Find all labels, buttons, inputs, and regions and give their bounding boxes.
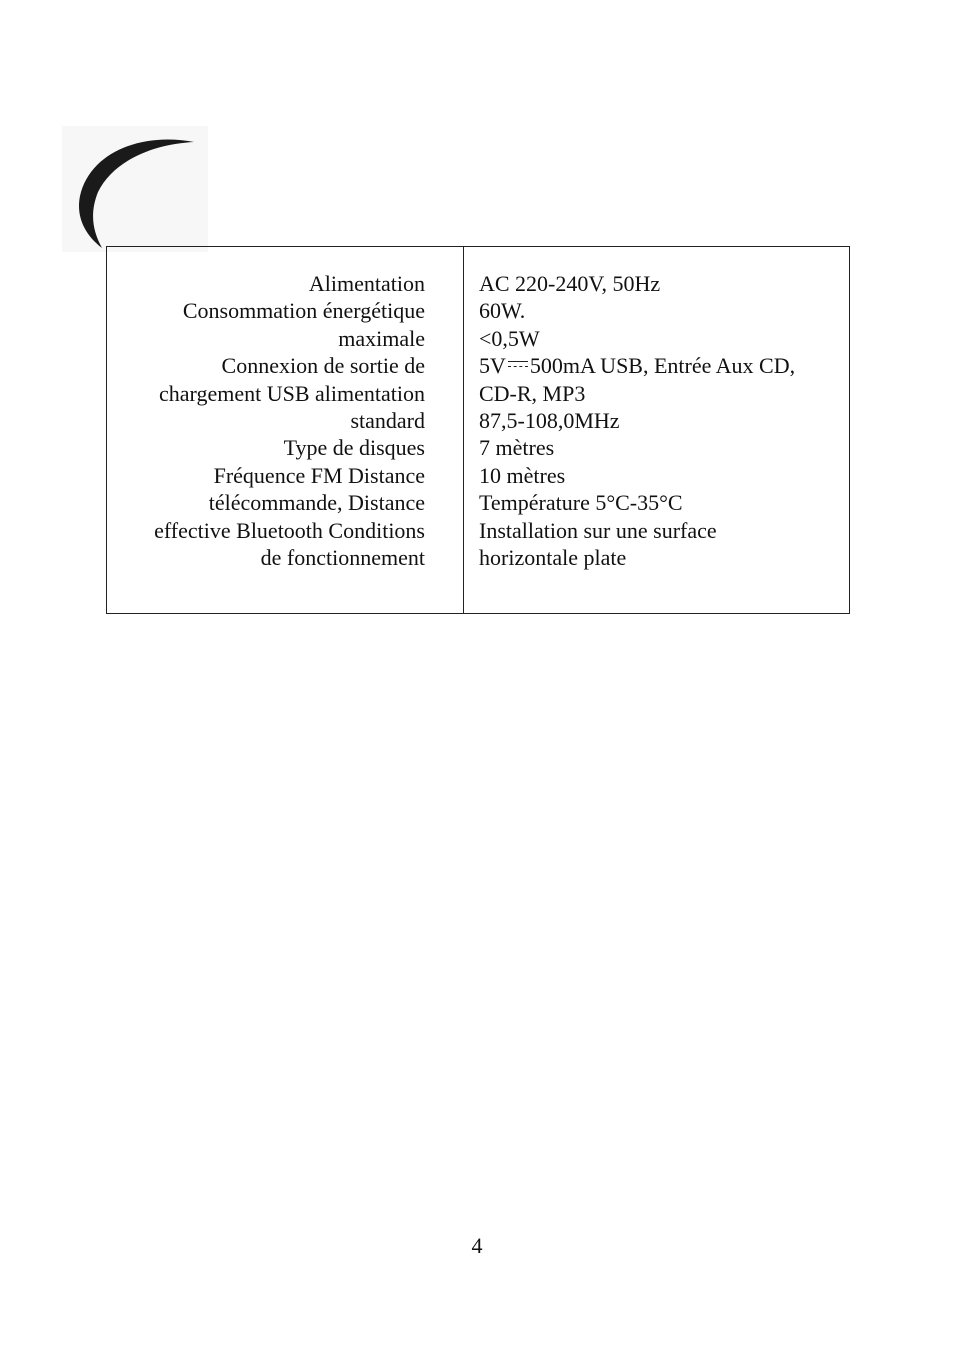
- spec-label: standard: [350, 408, 425, 434]
- spec-value-max-consumption: 60W.: [479, 298, 526, 324]
- spec-value-bluetooth-distance: 10 mètres: [479, 462, 566, 488]
- spec-values-column: [464, 247, 849, 613]
- spec-value-fm-frequency: 87,5-108,0MHz: [479, 408, 620, 434]
- spec-label: Alimentation: [308, 271, 425, 296]
- dc-current-icon: [508, 361, 528, 371]
- spec-value-installation: Installation sur une surface: [479, 517, 717, 543]
- specifications-table: [106, 246, 850, 614]
- spec-label: effective Bluetooth Conditions: [154, 517, 425, 543]
- spec-label: Consommation énergétique: [182, 298, 425, 324]
- spec-value-usb: [479, 352, 839, 379]
- spec-label: maximale: [338, 325, 425, 351]
- usb-current: 500mA USB, Entrée Aux CD,: [529, 353, 796, 379]
- spec-value-disc-types: CD-R, MP3: [479, 380, 586, 406]
- spec-label: télécommande, Distance: [208, 490, 425, 516]
- spec-label: chargement USB alimentation: [159, 380, 425, 406]
- spec-labels-column: [107, 247, 464, 613]
- spec-label: Connexion de sortie de: [221, 353, 425, 379]
- spec-label: Fréquence FM Distance: [213, 462, 425, 488]
- spec-value-standby: <0,5W: [479, 325, 540, 351]
- spec-value-temperature: Température 5°C-35°C: [479, 490, 683, 516]
- spec-value-installation: horizontale plate: [479, 545, 627, 571]
- spec-label: Type de disques: [283, 435, 425, 461]
- usb-voltage: 5V: [479, 353, 506, 379]
- spec-value-remote-distance: 7 mètres: [479, 435, 555, 461]
- spec-label: de fonctionnement: [260, 545, 425, 571]
- spec-value-power: AC 220-240V, 50Hz: [479, 271, 661, 296]
- page-number: 4: [471, 1233, 483, 1258]
- crescent-logo-icon: [62, 126, 208, 252]
